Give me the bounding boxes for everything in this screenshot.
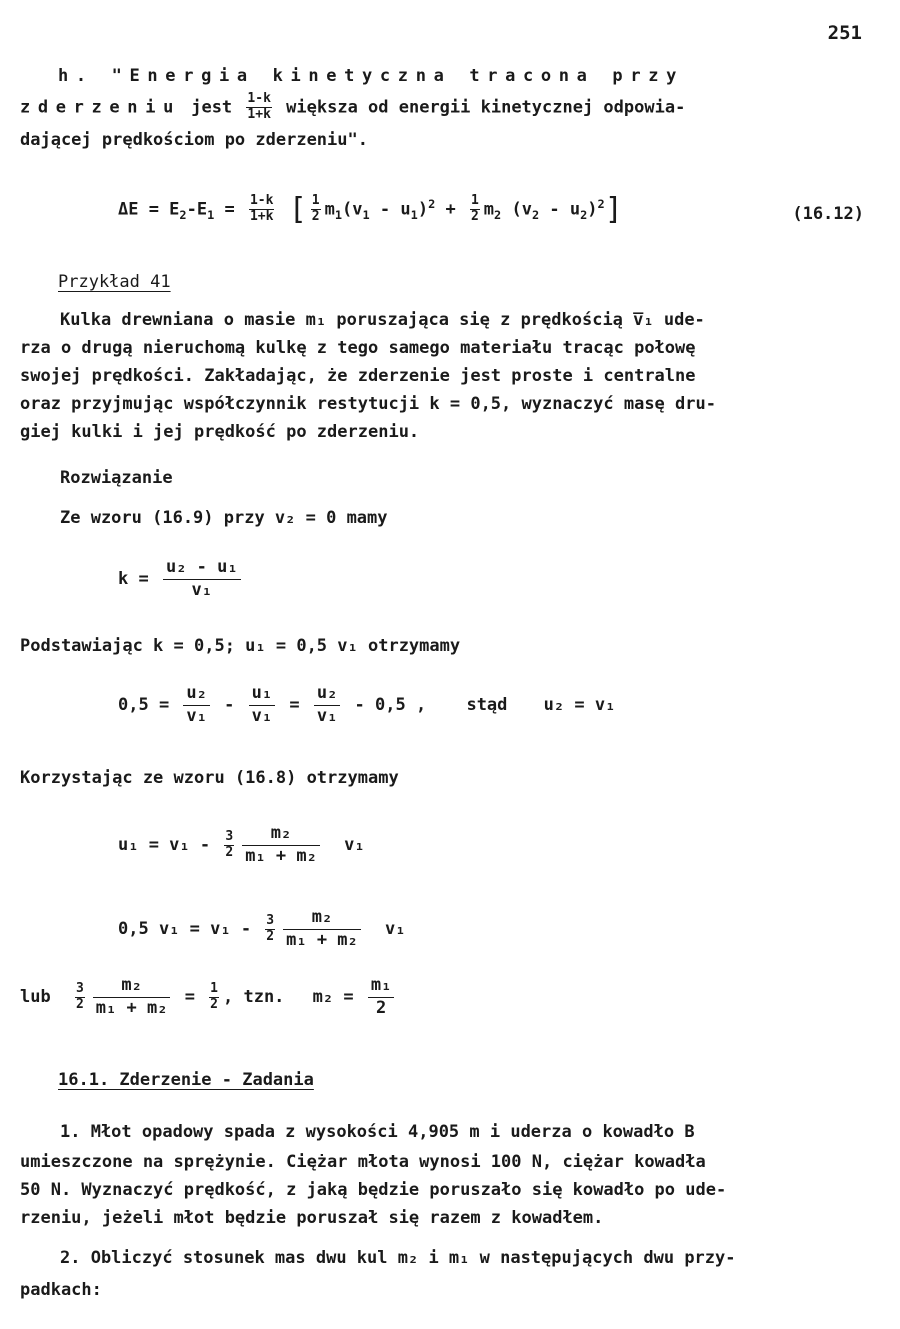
solution-line-3: Korzystając ze wzoru (16.8) otrzymamy	[20, 768, 399, 788]
equation-half-v1: 0,5 v₁ = v₁ - $\frac{3}{2}$ $\frac{\text{m₂}}{\text{m₁ + m₂}}$ v₁	[118, 907, 406, 950]
equation-k: k = $\frac{\text{u₂ - u₁}}{\text{v₁}}$	[118, 558, 245, 600]
para-h-text: większa od energii kinetycznej odpowia-	[286, 97, 686, 118]
para-h-line-3: dającej prędkościom po zderzeniu".	[20, 130, 368, 150]
example-line-1: Kulka drewniana o masie m₁ poruszająca się z prędkością v̅₁ ude-	[60, 310, 705, 330]
problem-1-line-2: umieszczone na sprężynie. Ciężar młota wynosi 100 N, ciężar kowadła	[20, 1152, 706, 1172]
para-h-word: zderzeniu	[20, 97, 181, 118]
example-line-5: giej kulki i jej prędkość po zderzeniu.	[20, 422, 420, 442]
example-title: Przykład 41	[58, 272, 171, 292]
solution-line-1: Ze wzoru (16.9) przy v₂ = 0 mamy	[60, 508, 388, 528]
problem-1-line-3: 50 N. Wyznaczyć prędkość, z jaką będzie poruszało się kowadło po ude-	[20, 1180, 727, 1200]
equation-u1: u₁ = v₁ - $\frac{3}{2}$ $\frac{\text{m₂}}{\text{m₁ + m₂}}$ v₁	[118, 823, 365, 866]
para-h-fraction: $\frac{1-k}{1+k}$	[247, 91, 271, 122]
section-title: 16.1. Zderzenie - Zadania	[58, 1070, 314, 1090]
example-line-3: swojej prędkości. Zakładając, że zderzenie jest proste i centralne	[20, 366, 696, 386]
solution-line-2: Podstawiając k = 0,5; u₁ = 0,5 v₁ otrzymamy	[20, 636, 461, 656]
problem-1-line-4: rzeniu, jeżeli młot będzie poruszał się razem z kowadłem.	[20, 1208, 604, 1228]
page-number: 251	[827, 22, 862, 44]
solution-title: Rozwiązanie	[60, 468, 173, 488]
equation-substitution: 0,5 = $\frac{\text{u₂}}{\text{v₁}}$ - $\frac{\text{u₁}}{\text{v₁}}$ = $\frac{\text{u₂}}{\text{v₁}}$ - 0,5 , stąd u₂ = v₁	[118, 683, 616, 726]
para-h-line-1: h. "Energia kinetyczna tracona przy	[58, 66, 684, 86]
equation-mass-ratio: lub $\frac{3}{2}$ $\frac{\text{m₂}}{\text{m₁ + m₂}}$ = $\frac{1}{2}$ , tzn. m₂ = $\frac{\text{m₁}}{2}$	[20, 976, 398, 1018]
para-h-line-2	[20, 92, 685, 123]
example-line-4: oraz przyjmując współczynnik restytucji k = 0,5, wyznaczyć masę dru-	[20, 394, 716, 414]
para-h-text: jest	[191, 97, 233, 118]
equation-number: (16.12)	[792, 204, 864, 224]
equation-16-12: $\Delta E = E_2-E_1$ = $\frac{1-k}{1+k}$ [ $\frac{1}{2}$ $m_1(v_1 - u_1)^2$ + $\frac{1}{2}$ $m_2$ $(v_2 - u_2)^2$]	[118, 192, 623, 227]
problem-2-line-2: padkach:	[20, 1280, 102, 1300]
example-line-2: rza o drugą nieruchomą kulkę z tego samego materiału tracąc połowę	[20, 338, 696, 358]
problem-1-line-1: 1. Młot opadowy spada z wysokości 4,905 m i uderza o kowadło B	[60, 1122, 695, 1142]
problem-2-line-1: 2. Obliczyć stosunek mas dwu kul m₂ i m₁ w następujących dwu przy-	[60, 1248, 736, 1268]
